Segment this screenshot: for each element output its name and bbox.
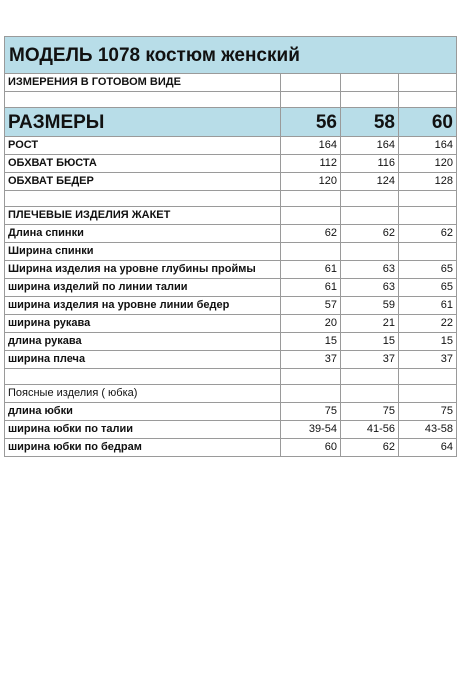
row-label: длина юбки [5, 403, 281, 421]
subtitle-row [5, 74, 457, 92]
table-row [5, 261, 457, 279]
empty-cell [5, 191, 281, 207]
table-row [5, 333, 457, 351]
value-cell: 164 [281, 137, 341, 155]
table-row [5, 297, 457, 315]
value-cell: 62 [399, 225, 457, 243]
value-cell [341, 243, 399, 261]
table-row [5, 279, 457, 297]
value-cell: 120 [399, 155, 457, 173]
value-cell: 57 [281, 297, 341, 315]
section-heading-row [5, 385, 457, 403]
empty-cell [399, 385, 457, 403]
empty-cell [341, 92, 399, 108]
value-cell: 63 [341, 261, 399, 279]
jacket-section-heading: ПЛЕЧЕВЫЕ ИЗДЕЛИЯ ЖАКЕТ [5, 207, 281, 225]
row-label: ОБХВАТ БЮСТА [5, 155, 281, 173]
empty-cell [341, 74, 399, 92]
row-label: ширина изделия на уровне линии бедер [5, 297, 281, 315]
title-row [5, 37, 457, 74]
value-cell: 112 [281, 155, 341, 173]
value-cell: 15 [281, 333, 341, 351]
value-cell: 60 [281, 439, 341, 457]
value-cell: 75 [281, 403, 341, 421]
value-cell: 59 [341, 297, 399, 315]
row-label: Ширина изделия на уровне глубины проймы [5, 261, 281, 279]
value-cell [399, 243, 457, 261]
value-cell: 75 [399, 403, 457, 421]
value-cell: 61 [281, 261, 341, 279]
empty-cell [341, 369, 399, 385]
value-cell: 164 [341, 137, 399, 155]
value-cell: 164 [399, 137, 457, 155]
empty-cell [5, 369, 281, 385]
row-label: Ширина спинки [5, 243, 281, 261]
value-cell: 120 [281, 173, 341, 191]
table-row [5, 155, 457, 173]
value-cell: 41-56 [341, 421, 399, 439]
value-cell: 15 [399, 333, 457, 351]
empty-cell [399, 191, 457, 207]
measurement-sheet [4, 36, 456, 457]
size-header: 58 [341, 108, 399, 137]
value-cell: 62 [341, 225, 399, 243]
value-cell: 62 [341, 439, 399, 457]
value-cell: 128 [399, 173, 457, 191]
table-row [5, 137, 457, 155]
empty-cell [341, 385, 399, 403]
size-chart-table [4, 36, 457, 457]
value-cell: 62 [281, 225, 341, 243]
table-row [5, 315, 457, 333]
table-row [5, 439, 457, 457]
row-label: ширина рукава [5, 315, 281, 333]
row-label: ширина изделий по линии талии [5, 279, 281, 297]
value-cell: 75 [341, 403, 399, 421]
row-label: ОБХВАТ БЕДЕР [5, 173, 281, 191]
sheet-subtitle: ИЗМЕРЕНИЯ В ГОТОВОМ ВИДЕ [5, 74, 281, 92]
row-label: Длина спинки [5, 225, 281, 243]
empty-cell [281, 92, 341, 108]
empty-cell [281, 385, 341, 403]
empty-cell [399, 369, 457, 385]
empty-cell [5, 92, 281, 108]
value-cell: 65 [399, 279, 457, 297]
value-cell: 43-58 [399, 421, 457, 439]
row-label: длина рукава [5, 333, 281, 351]
value-cell: 37 [399, 351, 457, 369]
value-cell: 124 [341, 173, 399, 191]
empty-cell [399, 207, 457, 225]
value-cell: 61 [281, 279, 341, 297]
value-cell: 39-54 [281, 421, 341, 439]
empty-cell [399, 92, 457, 108]
value-cell: 37 [281, 351, 341, 369]
value-cell: 22 [399, 315, 457, 333]
value-cell: 15 [341, 333, 399, 351]
empty-cell [341, 207, 399, 225]
sizes-label: РАЗМЕРЫ [5, 108, 281, 137]
skirt-section-heading: Поясные изделия ( юбка) [5, 385, 281, 403]
table-row [5, 243, 457, 261]
value-cell: 21 [341, 315, 399, 333]
empty-cell [281, 74, 341, 92]
value-cell: 64 [399, 439, 457, 457]
value-cell: 61 [399, 297, 457, 315]
table-row [5, 173, 457, 191]
blank-row [5, 369, 457, 385]
table-row [5, 421, 457, 439]
value-cell: 63 [341, 279, 399, 297]
value-cell: 37 [341, 351, 399, 369]
value-cell: 65 [399, 261, 457, 279]
size-header: 56 [281, 108, 341, 137]
table-row [5, 403, 457, 421]
blank-row [5, 92, 457, 108]
table-row [5, 225, 457, 243]
row-label: ширина юбки по талии [5, 421, 281, 439]
value-cell [281, 243, 341, 261]
row-label: ширина юбки по бедрам [5, 439, 281, 457]
section-heading-row [5, 207, 457, 225]
blank-row [5, 191, 457, 207]
empty-cell [399, 74, 457, 92]
empty-cell [281, 369, 341, 385]
value-cell: 20 [281, 315, 341, 333]
empty-cell [281, 191, 341, 207]
empty-cell [281, 207, 341, 225]
table-row [5, 351, 457, 369]
row-label: ширина плеча [5, 351, 281, 369]
size-header: 60 [399, 108, 457, 137]
row-label: РОСТ [5, 137, 281, 155]
value-cell: 116 [341, 155, 399, 173]
empty-cell [341, 191, 399, 207]
sizes-header-row [5, 108, 457, 137]
sheet-title: МОДЕЛЬ 1078 костюм женский [5, 37, 457, 74]
